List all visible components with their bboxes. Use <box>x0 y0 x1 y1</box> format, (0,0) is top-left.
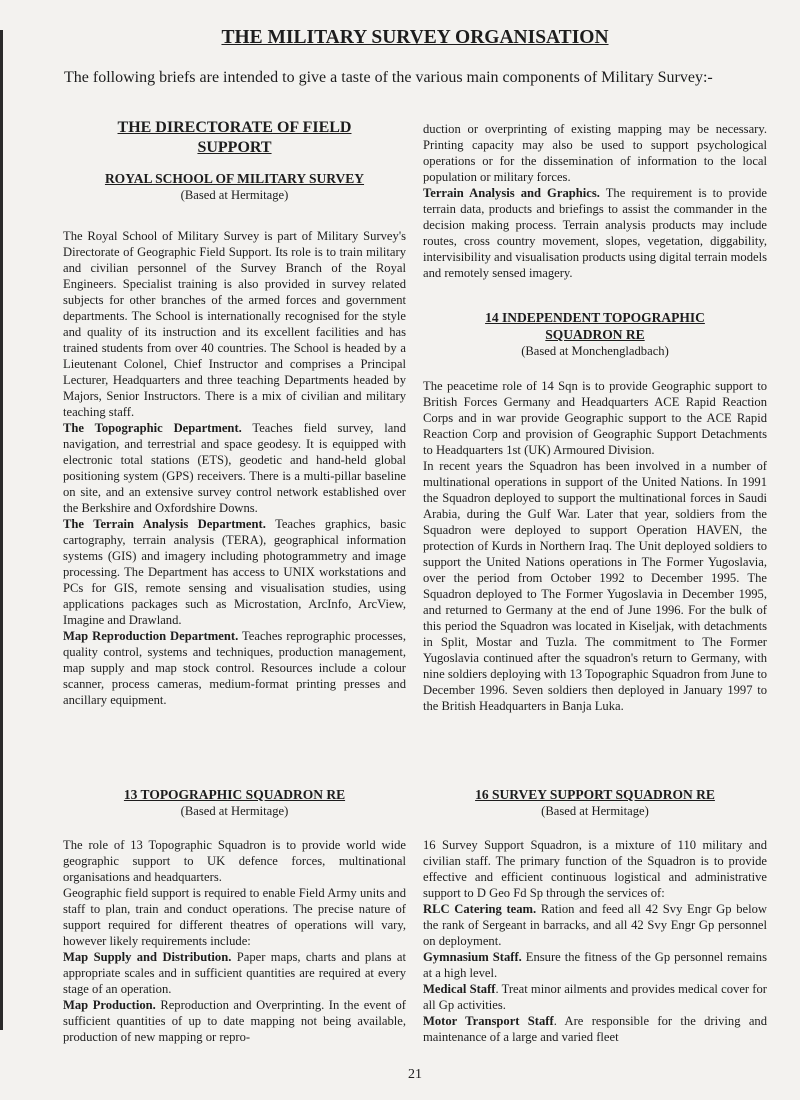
page-number: 21 <box>408 1067 422 1082</box>
sqn13-body-2: Geographic field support is required to enable Field Army units and staff to plan, train and conduct operations. The precise nature of support required for different theatres of operations will vary, however likely requirements include: <box>63 886 406 948</box>
page-title: THE MILITARY SURVEY ORGANISATION <box>221 27 609 48</box>
intro-paragraph: The following briefs are intended to give a taste of the various main components of Military Survey:- <box>64 69 713 86</box>
directorate-heading: THE DIRECTORATE OF FIELD SUPPORT <box>117 119 352 156</box>
terrain-graphics-body: The requirement is to provide terrain data, products and briefings to assist the commander in the decision making process. Terrain analysis products may include routes, cross country movement, slopes, vegetation, diggability, intervisibility and visualisation products using digital terrain models and remotely sensed imagery. <box>423 186 767 280</box>
terrain-graphics-paragraph <box>423 185 767 281</box>
terrain-dept-paragraph <box>63 516 406 628</box>
map-supply-paragraph <box>63 949 406 997</box>
gymnasium-body: Ensure the fitness of the Gp personnel remains at a high level. <box>423 950 767 980</box>
medical-heading: Medical Staff <box>423 982 496 996</box>
terrain-graphics-heading: Terrain Analysis and Graphics. <box>423 186 600 200</box>
map-repro-dept-paragraph <box>63 628 406 708</box>
sqn13-location: (Based at Hermitage) <box>180 804 289 818</box>
map-repro-dept-body: Teaches reprographic processes, quality control, systems and techniques, production management, map supply and map stock control. Resources include a colour scanner, process cameras, medium-format printing presses and ancillary equipment. <box>63 629 406 707</box>
rsms-location: (Based at Hermitage) <box>180 188 289 202</box>
terrain-dept-heading: The Terrain Analysis Department. <box>63 517 266 531</box>
motor-transport-body: . Are responsible for the driving and maintenance of a large and varied fleet <box>423 1014 767 1044</box>
rlc-catering-heading: RLC Catering team. <box>423 902 537 916</box>
sqn16-location: (Based at Hermitage) <box>541 804 649 818</box>
rlc-catering-paragraph <box>423 901 767 949</box>
gymnasium-heading: Gymnasium Staff. <box>423 950 522 964</box>
continued-paragraph: duction or overprinting of existing mapping may be necessary. Printing capacity may also be used to support psychological operations or for the dissemination of information to the local population or military forces. <box>423 122 767 184</box>
motor-transport-heading: Motor Transport Staff <box>423 1014 554 1028</box>
motor-transport-paragraph <box>423 1013 767 1045</box>
map-supply-body: Paper maps, charts and plans at appropriate scales and in sufficient quantities are required at every stage of an operation. <box>63 950 406 996</box>
sqn16-body: 16 Survey Support Squadron, is a mixture of 110 military and civilian staff. The primary function of the Squadron is to provide effective and efficient continuous logistical and administrative support to D Geo Fd Sp through the services of: <box>423 838 767 900</box>
left-column <box>63 118 406 708</box>
page-binding-edge <box>0 30 3 1030</box>
terrain-dept-body: Teaches graphics, basic cartography, terrain analysis (TERA), geographical information systems (GIS) and imagery including photogrammetry and image processing. The Department has access to UNIX workstations and PCs for GIS, remote sensing and visualisation studies, using applications packages such as Microstation, ArcInfo, ArcView, Imagine and Drawland. <box>63 517 406 627</box>
map-production-heading: Map Production. <box>63 998 156 1012</box>
topographic-dept-heading: The Topographic Department. <box>63 421 242 435</box>
topographic-dept-paragraph <box>63 420 406 516</box>
right-column-sqn14 <box>423 309 767 714</box>
right-column-sqn16 <box>423 786 767 1045</box>
right-column <box>423 121 767 281</box>
sqn14-title: 14 INDEPENDENT TOPOGRAPHIC SQUADRON RE <box>485 310 705 342</box>
medical-paragraph <box>423 981 767 1013</box>
map-production-body: Reproduction and Overprinting. In the event of sufficient quantities of up to date mapping not being available, production of new mapping or repro- <box>63 998 406 1044</box>
sqn13-title: 13 TOPOGRAPHIC SQUADRON RE <box>123 787 346 802</box>
map-repro-dept-heading: Map Reproduction Department. <box>63 629 239 643</box>
rlc-catering-body: Ration and feed all 42 Svy Engr Gp below the rank of Sergeant in barracks, and all 42 Svy Engr Gp personnel on deployment. <box>423 902 768 948</box>
medical-body: . Treat minor ailments and provides medical cover for all Gp activities. <box>423 982 767 1012</box>
sqn14-location: (Based at Monchengladbach) <box>521 344 669 358</box>
sqn16-title: 16 SURVEY SUPPORT SQUADRON RE <box>475 787 715 802</box>
left-column-lower <box>63 786 406 1045</box>
rsms-body: The Royal School of Military Survey is part of Military Survey's Directorate of Geographic Field Support. Its role is to train military and civilian personnel of the Survey Branch of the Royal Engineers. Specialist training is also provided in survey related subjects for other branches of the armed forces and government departments. The School is internationally recognised for the style and quality of its instruction and its excellent facilities and has trained students from over 40 countries. The School is headed by a Lieutenant Colonel, Chief Instructor and comprises a Principal Lecturer, Headquarters and three teaching Departments headed by Majors, Senior Instructors. There is a mix of civilian and military teaching staff. <box>63 229 406 419</box>
topographic-dept-body: Teaches field survey, land navigation, and terrestrial and space geodesy. It is equipped with electronic total stations (ETS), geodetic and hand-held global positioning system (GPS) receivers. There is a multi-pillar baseline on site, and an extensive survey control network established over the Berkshire and Oxfordshire Downs. <box>63 421 406 515</box>
sqn13-body: The role of 13 Topographic Squadron is to provide world wide geographic support to UK defence forces, multinational organisations and headquarters. <box>63 838 406 884</box>
sqn14-body: The peacetime role of 14 Sqn is to provide Geographic support to British Forces Germany and Headquarters ACE Rapid Reaction Corps and in war provide Geographic support to the ACE Rapid Reaction Corp and provision of Geographic Support Detachments to Headquarters 1st (UK) Armoured Division. <box>423 379 767 457</box>
gymnasium-paragraph <box>423 949 767 981</box>
map-production-paragraph <box>63 997 406 1045</box>
rsms-title: ROYAL SCHOOL OF MILITARY SURVEY <box>104 171 365 186</box>
map-supply-heading: Map Supply and Distribution. <box>63 950 232 964</box>
sqn14-body-2: In recent years the Squadron has been involved in a number of multinational operations in support of the United Nations. In 1991 the Squadron deployed to support the multinational forces in Saudi Arabia, during the Gulf War. Later that year, soldiers from the Squadron were deployed to support Operation HAVEN, the protection of Kurds in Northern Iraq. The Unit deployed soldiers to support the United Nations operations in The Former Yugoslavia, over the period from October 1992 to December 1995. The Squadron deployed to The Former Yugoslavia in December 1995, and returned to Germany at the end of June 1996. For the bulk of this period the Squadron was located in Kiseljak, with detachments in Split, Mostar and Tuzla. The commitment to The Former Yugoslavia continued after the squadron's return to Germany, with nine soldiers deploying with 13 Topographic Squadron from June to December 1996. Seven soldiers then deployed in January 1997 to the British Headquarters in Banja Luka. <box>423 459 767 713</box>
